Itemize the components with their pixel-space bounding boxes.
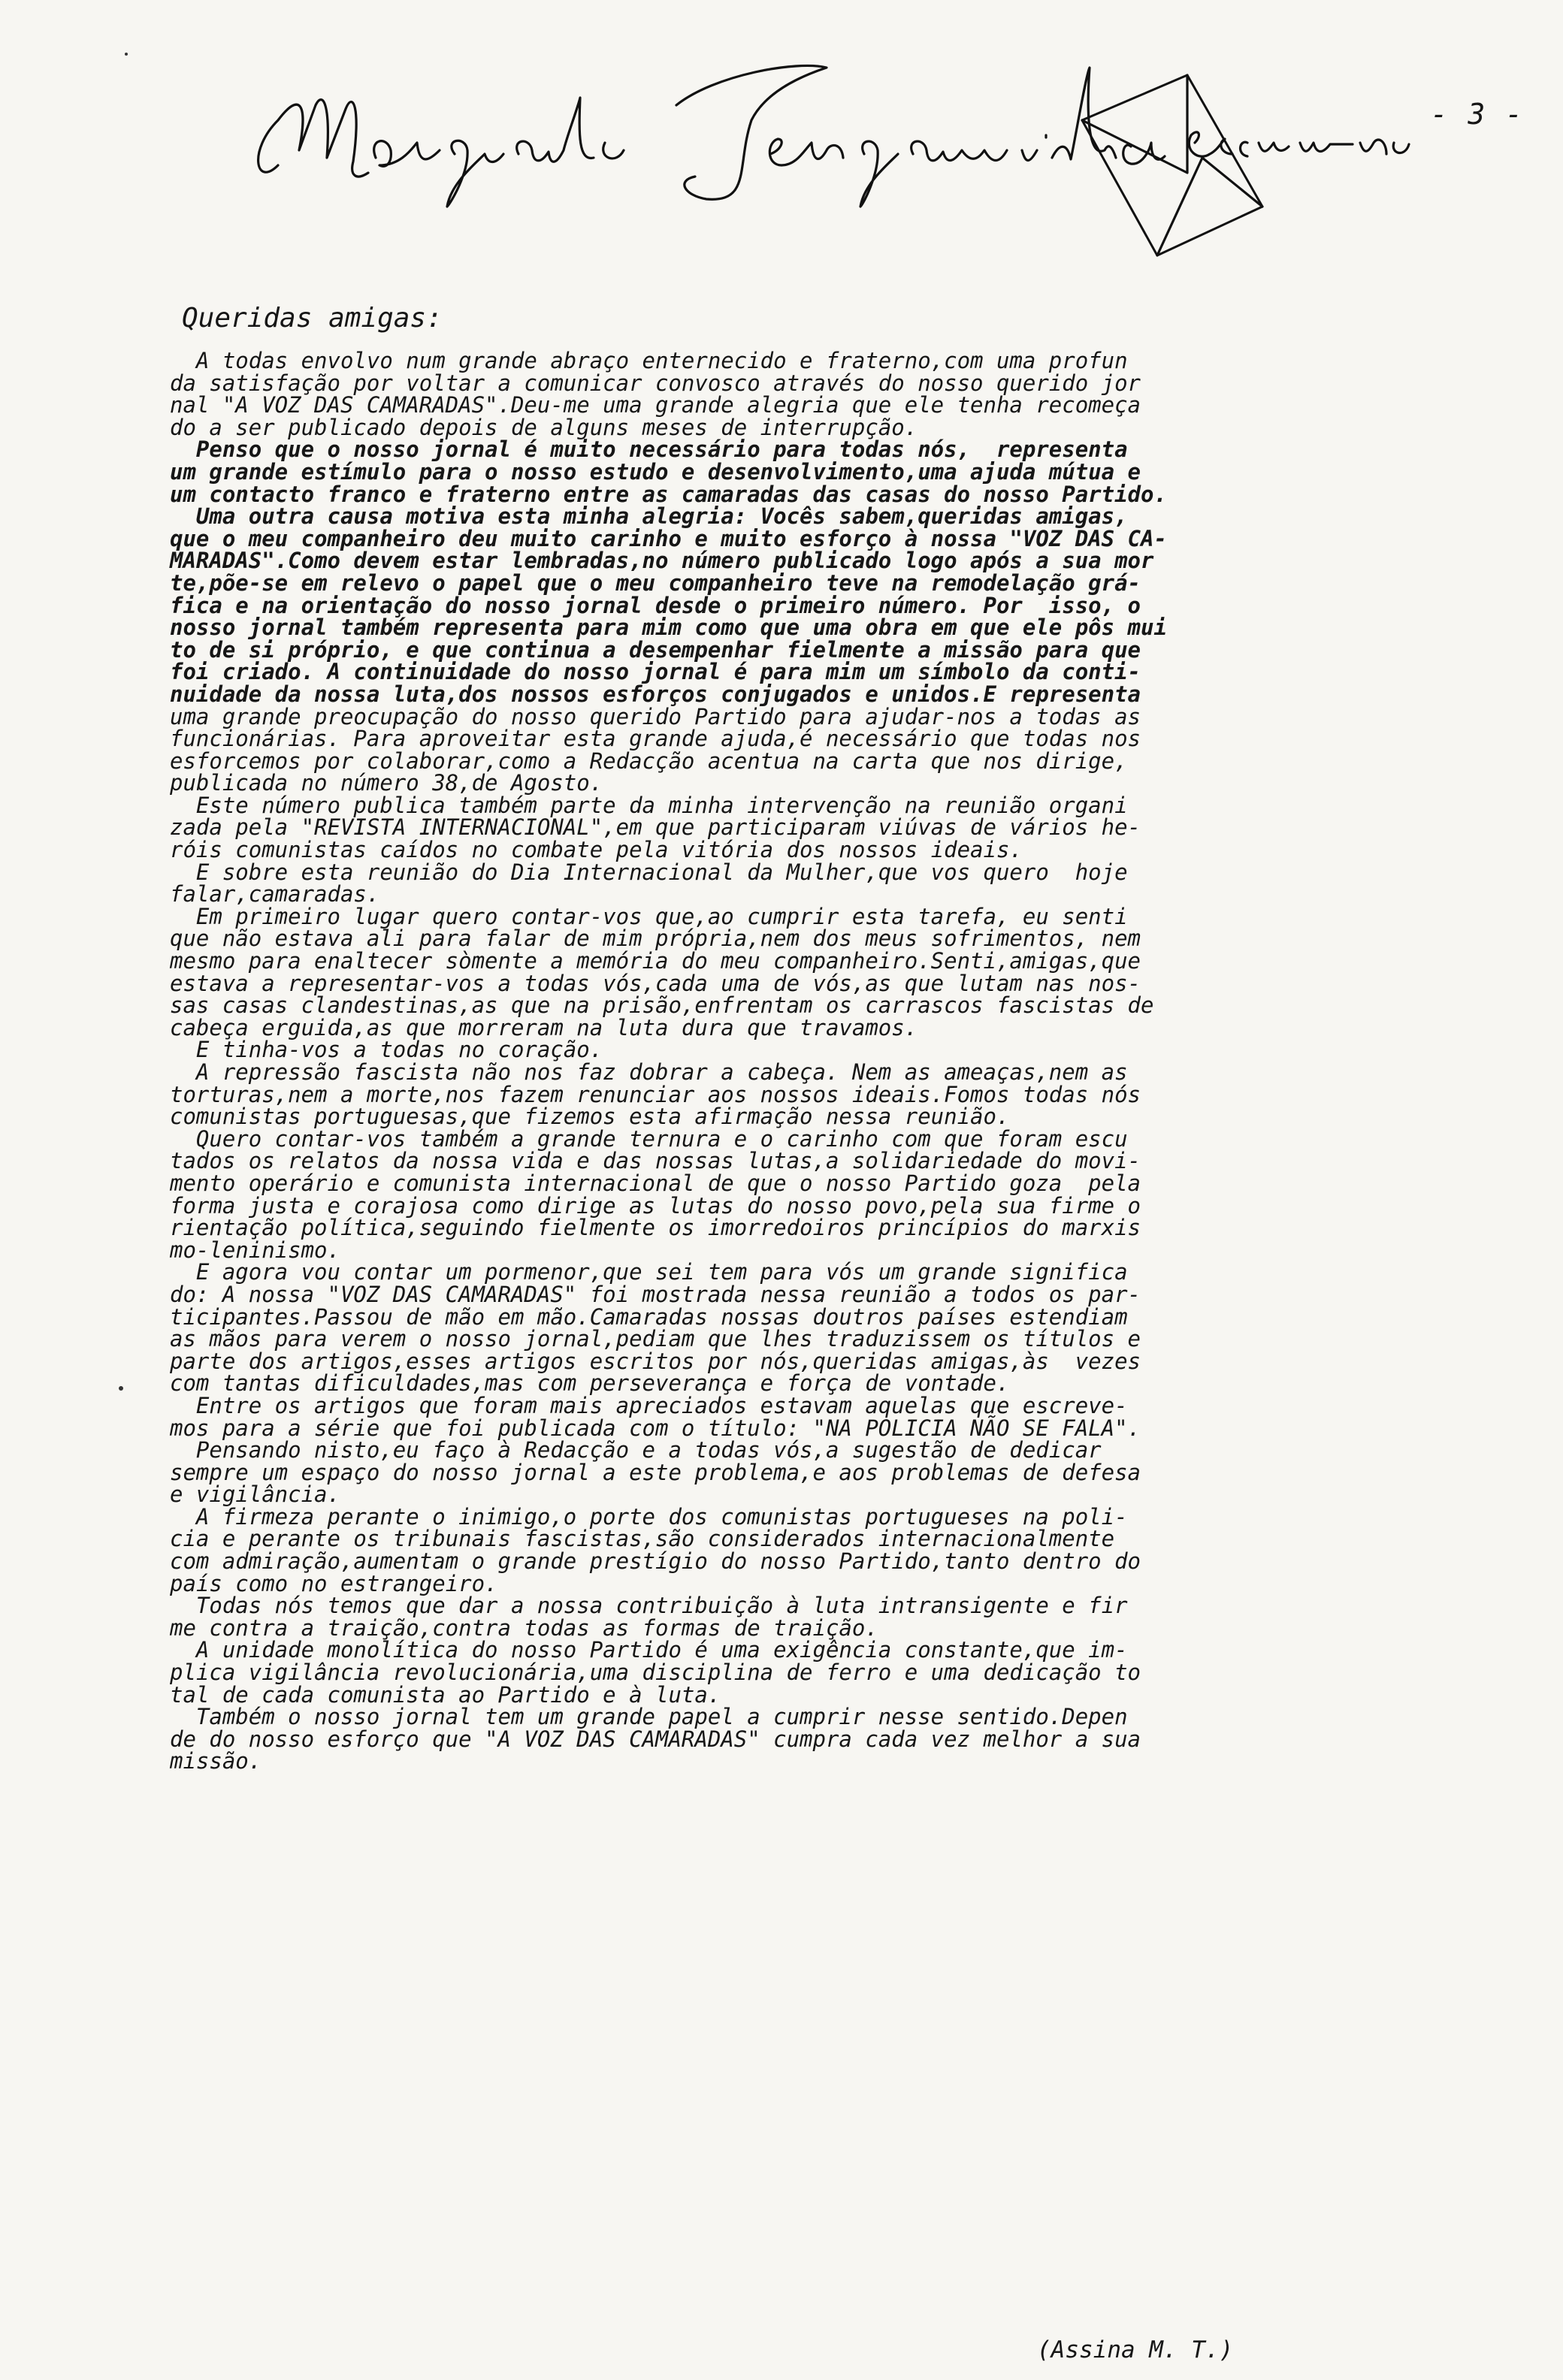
letter-line: E sobre esta reunião do Dia Internacional da Mulher,que vos quero hoje [170,859,1128,885]
letter-line: da satisfação por voltar a comunicar convosco através do nosso querido jor [170,370,1141,396]
letter-line: nosso jornal também representa para mim como que uma obra em que ele pôs mui [170,615,1167,641]
letter-line: Entre os artigos que foram mais apreciados estavam aquelas que escreve- [170,1392,1128,1418]
letter-line: que não estava ali para falar de mim própria,nem dos meus sofrimentos, nem [170,926,1141,952]
letter-line: MARADAS".Como devem estar lembradas,no número publicado logo após a sua mor [170,548,1154,574]
letter-line: funcionárias. Para aproveitar esta grande ajuda,é necessário que todas nos [170,726,1141,752]
letter-line: do: A nossa "VOZ DAS CAMARADAS" foi mostrada nessa reunião a todos os par- [170,1281,1141,1307]
letter-line: me contra a traição,contra todas as formas de traição. [170,1614,878,1641]
signature: (Assina M. T.) [1037,2336,1234,2363]
paper-speck [119,1386,123,1391]
letter-line: rientação política,seguindo fielmente os imorredoiros princípios do marxis [170,1215,1141,1241]
letter-line: do a ser publicado depois de alguns meses de interrupção. [170,414,918,440]
salutation: Queridas amigas: [182,303,443,334]
letter-line: que o meu companheiro deu muito carinho e muito esforço à nossa "VOZ DAS CA- [170,525,1167,551]
letter-line: Uma outra causa motiva esta minha alegria: Vocês sabem,queridas amigas, [170,503,1128,530]
letter-line: sas casas clandestinas,as que na prisão,enfrentam os carrascos fascistas de [170,992,1154,1019]
letter-line: mento operário e comunista internacional de que o nosso Partido goza pela [170,1170,1141,1196]
letter-line: nal "A VOZ DAS CAMARADAS".Deu-me uma grande alegria que ele tenha recomeça [170,392,1141,418]
letter-line: e vigilância. [170,1481,340,1508]
letter-line: cia e perante os tribunais fascistas,são considerados internacionalmente [170,1526,1115,1552]
letter-line: tados os relatos da nossa vida e das nossas lutas,a solidariedade do movi- [170,1148,1141,1174]
letter-line: Este número publica também parte da minha intervenção na reunião organi [170,792,1128,818]
paper-speck [125,53,128,56]
letter-line: mo-leninismo. [170,1237,340,1263]
letter-line: te,põe-se em relevo o papel que o meu companheiro teve na remodelação grá- [170,569,1141,596]
letter-line: publicada no número 38,de Agosto. [170,770,603,796]
letter-line: estava a representar-vos a todas vós,cada uma de vós,as que lutam nas nos- [170,970,1141,996]
letter-line: missão. [170,1748,262,1774]
letter-line: país como no estrangeiro. [170,1570,498,1596]
letter-line: A todas envolvo num grande abraço enternecido e fraterno,com uma profun [170,348,1128,373]
letter-line: E agora vou contar um pormenor,que sei tem para vós um grande significa [170,1259,1128,1285]
letter-line: E tinha-vos a todas no coração. [170,1037,603,1063]
letter-line: torturas,nem a morte,nos fazem renunciar aos nossos ideais.Fomos todas nós [170,1081,1141,1107]
letter-line: róis comunistas caídos no combate pela vitória dos nossos ideais. [170,837,1023,863]
letter-line: Pensando nisto,eu faço à Redacção e a todas vós,a sugestão de dedicar [170,1437,1102,1463]
letter-line: A repressão fascista não nos faz dobrar a cabeça. Nem as ameaças,nem as [170,1059,1128,1085]
letter-line: forma justa e corajosa como dirige as lutas do nosso povo,pela sua firme o [170,1192,1141,1219]
letter-line: A firmeza perante o inimigo,o porte dos comunistas portugueses na poli- [170,1503,1128,1530]
letter-line: um contacto franco e fraterno entre as camaradas das casas do nosso Partido. [170,481,1167,507]
letter-line: nuidade da nossa luta,dos nossos esforços conjugados e unidos.E representa [170,681,1141,707]
letter-line: esforcemos por colaborar,como a Redacção acentua na carta que nos dirige, [170,748,1128,774]
letter-line: Todas nós temos que dar a nossa contribuição à luta intransigente e fir [170,1593,1128,1619]
letter-line: foi criado. A continuidade do nosso jornal é para mim um símbolo da conti- [170,659,1141,685]
letter-line: A unidade monolítica do nosso Partido é uma exigência constante,que im- [170,1637,1128,1663]
letter-line: falar,camaradas. [170,881,380,908]
letter-line: com admiração,aumentam o grande prestígio do nosso Partido,tanto dentro do [170,1548,1141,1575]
letter-line: to de si próprio, e que continua a desempenhar fielmente a missão para que [170,636,1141,663]
page-number: - 3 - [1430,98,1524,131]
letter-line: sempre um espaço do nosso jornal a este problema,e aos problemas de defesa [170,1459,1141,1485]
letter-line: Em primeiro lugar quero contar-vos que,ao cumprir esta tarefa, eu senti [170,903,1128,929]
letter-line: Também o nosso jornal tem um grande papel a cumprir nesse sentido.Depen [170,1704,1128,1730]
letter-line: um grande estímulo para o nosso estudo e desenvolvimento,uma ajuda mútua e [170,458,1141,485]
letter-line: de do nosso esforço que "A VOZ DAS CAMARADAS" cumpra cada vez melhor a sua [170,1726,1141,1752]
letter-body [170,350,1515,1773]
letter-line: mesmo para enaltecer sòmente a memória do meu companheiro.Senti,amigas,que [170,948,1141,974]
letter-line: plica vigilância revolucionária,uma disciplina de ferro e uma dedicação to [170,1660,1141,1686]
letter-line: uma grande preocupação do nosso querido Partido para ajudar-nos a todas as [170,703,1141,729]
letter-line: parte dos artigos,esses artigos escritos por nós,queridas amigas,às vezes [170,1348,1141,1374]
letter-line: Penso que o nosso jornal é muito necessário para todas nós, representa [170,436,1128,463]
letter-line: mos para a série que foi publicada com o título: "NA POLICIA NÃO SE FALA". [170,1415,1141,1441]
letter-line: zada pela "REVISTA INTERNACIONAL",em que participaram viúvas de vários he- [170,814,1141,841]
letter-line: as mãos para verem o nosso jornal,pediam que lhes traduzissem os títulos e [170,1326,1141,1352]
letter-line: com tantas dificuldades,mas com perseverança e força de vontade. [170,1370,1010,1397]
letter-line: comunistas portuguesas,que fizemos esta afirmação nessa reunião. [170,1104,1010,1130]
handwritten-title [225,30,1413,346]
letter-line: fica e na orientação do nosso jornal desde o primeiro número. Por isso, o [170,592,1141,618]
letter-line: Quero contar-vos também a grande ternura e o carinho com que foram escu [170,1125,1128,1152]
letter-line: ticipantes.Passou de mão em mão.Camaradas nossas doutros países estendiam [170,1303,1128,1330]
letter-line: tal de cada comunista ao Partido e à luta. [170,1681,721,1708]
letter-line: cabeça erguida,as que morreram na luta dura que travamos. [170,1014,918,1040]
